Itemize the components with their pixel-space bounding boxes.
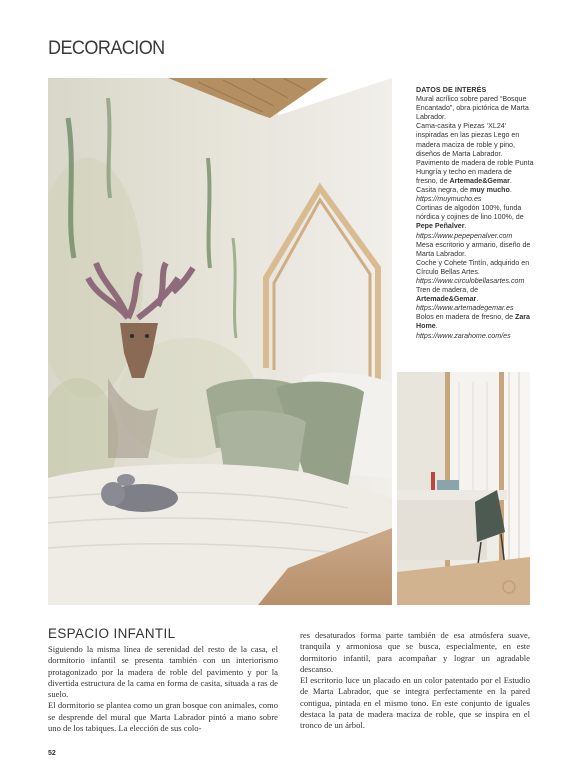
sidebar-entry <box>416 286 534 313</box>
entry-url-link[interactable]: https://muymucho.es <box>416 195 482 204</box>
sidebar-entry <box>416 204 534 240</box>
entry-url-link[interactable]: https://www.circulobellasartes.com <box>416 276 525 285</box>
entry-brand: Artemade&Gemar <box>449 176 510 185</box>
entry-text: Coche y Cohete Tintín, adquirido en Círculo Bellas Artes. <box>416 258 530 276</box>
entry-text: Mural acrílico sobre pared “Bosque Encantado”, obra pictórica de Marta Labrador. <box>416 95 529 122</box>
entry-tail: . <box>476 295 479 304</box>
entry-url-link[interactable]: https://www.artemadegemar.es <box>416 304 514 313</box>
sidebar-entry <box>416 241 534 259</box>
entry-brand: Pepe Peñalver <box>416 222 465 231</box>
article-title: ESPACIO INFANTIL <box>48 626 176 641</box>
entry-tail: . <box>509 186 512 195</box>
section-title: DECORACION <box>48 38 165 59</box>
entry-text: Pavimento de madera de roble Punta Hungría y techo en madera de fresno, de <box>416 158 534 185</box>
sidebar-entry <box>416 122 534 158</box>
sidebar-entry <box>416 186 534 204</box>
sidebar-entry <box>416 313 534 340</box>
entry-tail: . <box>464 222 467 231</box>
article-column-2 <box>300 630 530 732</box>
sidebar-entry <box>416 259 534 286</box>
article-paragraph: Siguiendo la misma línea de serenidad del resto de la casa, el dormitorio infantil se presenta también con un interiorismo protagonizado por la madera de roble del pavimento y por la divertida estructura de la cama en forma de casita, situada a ras de suelo. <box>48 644 278 700</box>
entry-text: Mesa escritorio y armario, diseño de Marta Labrador. <box>416 240 531 258</box>
entry-url-link[interactable]: https://www.zarahome.com/es <box>416 331 511 340</box>
article-paragraph: El dormitorio se plantea como un gran bosque con animales, como se desprende del mural que Marta Labrador pintó a mano sobre uno de los tabiques. La elección de sus colo- <box>48 700 278 734</box>
entry-text: Bolos en madera de fresno, de <box>416 313 515 322</box>
entry-text: Cortinas de algodón 100%, funda nórdica y cojines de lino 100%, de <box>416 204 524 222</box>
page-number: 52 <box>48 750 56 757</box>
bedroom-photo <box>48 78 392 605</box>
entry-tail: . <box>509 176 512 185</box>
sidebar-title: DATOS DE INTERÉS <box>416 86 487 94</box>
info-sidebar <box>416 86 534 341</box>
article-paragraph: res desaturados forma parte también de esa atmósfera suave, tranquila y armoniosa que se busca, especialmente, en este dormitorio infantil, para acompañar y lograr un agradable descanso. <box>300 630 530 674</box>
sidebar-entry <box>416 95 534 122</box>
entry-tail: . <box>435 322 438 331</box>
entry-text: Tren de madera, de <box>416 286 479 295</box>
entry-brand: Zara Home <box>416 313 530 331</box>
entry-text: Casita negra, de <box>416 186 471 195</box>
desk-photo <box>397 372 530 605</box>
sidebar-entry <box>416 159 534 186</box>
entry-text: Cama-casita y Piezas ‘XL24’ inspiradas en las piezas Lego en madera maciza de roble y pino, diseños de Marta Labrador. <box>416 122 520 158</box>
article-column-1 <box>48 644 278 734</box>
entry-url-link[interactable]: https://www.pepepenalver.com <box>416 231 513 240</box>
entry-brand: muy mucho <box>470 186 510 195</box>
entry-brand: Artemade&Gemar <box>416 295 477 304</box>
article-paragraph: El escritorio luce un placado en un color patentado por el Estudio de Marta Labrador, que se integra perfectamente en la pared contigua, pintada en el mismo tono. En este conjunto de iguales destaca la pata de madera maciza de roble, que se inspira en el tronco de un árbol. <box>300 675 530 731</box>
